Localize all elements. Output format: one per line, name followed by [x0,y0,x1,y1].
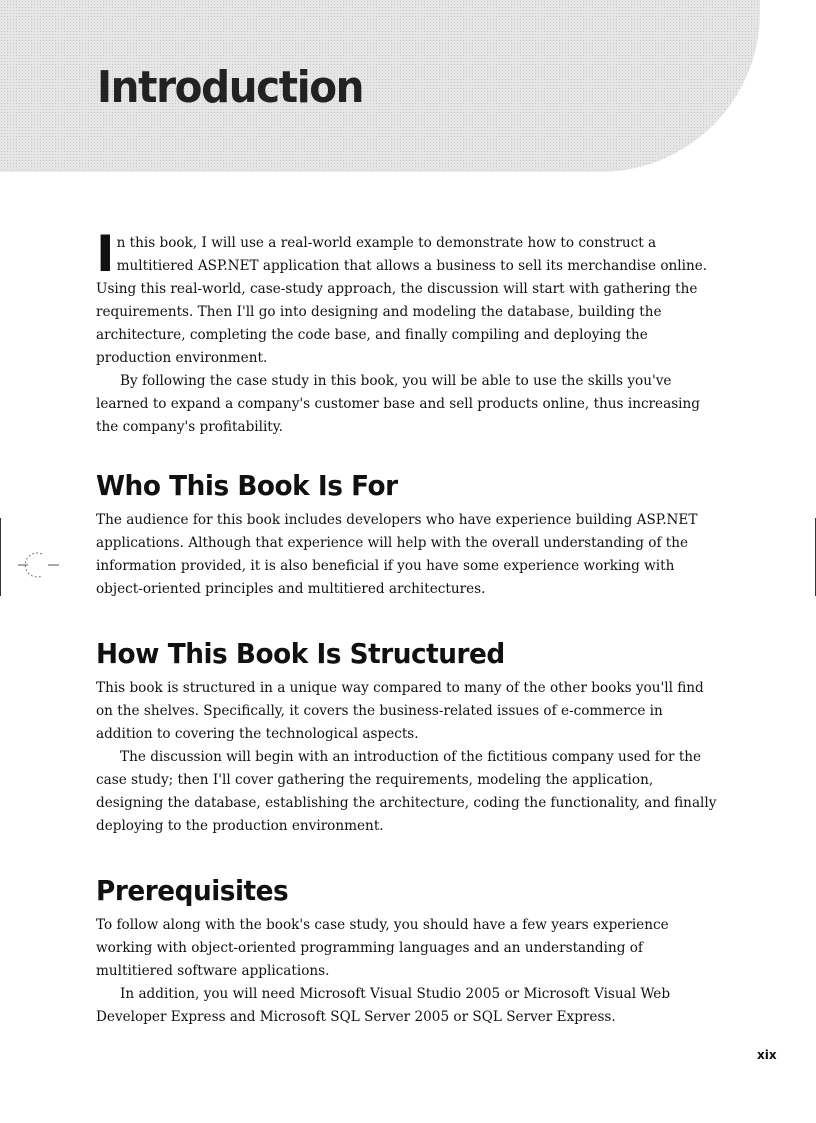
chapter-title: Introduction [97,62,364,113]
intro-paragraph-1-text: n this book, I will use a real-world example to demonstrate how to construct a multitiered ASP.NET application that allows a business to sell its merchandise online. Using this real-world, case-study approach, the discussion will start with gathering the requirements. Then I'll go into designing and modeling the database, building the architecture, completing the code base, and finally compiling and deploying the production environment. [96,235,708,366]
page-number: xix [757,1048,777,1062]
prereq-paragraph-1: To follow along with the book's case study, you should have a few years experience working with object-oriented programming languages and an understanding of multitiered software applications. [96,917,669,979]
page-body [96,225,720,1029]
structure-paragraph-2: The discussion will begin with an introduction of the fictitious company used for the case study; then I'll cover gathering the requirements, modeling the application, designing the database, establishing the architecture, coding the functionality, and finally deploying to the production environment. [96,749,717,834]
section-heading-prerequisites: Prerequisites [96,874,289,907]
section-heading-structure: How This Book Is Structured [96,637,505,670]
drop-cap: I [96,225,115,283]
structure-paragraph-1: This book is structured in a unique way compared to many of the other books you'll find on the shelves. Specifically, it covers the business-related issues of e-commerce in addition to covering the technological aspects. [96,680,704,742]
registration-mark-icon [18,548,60,584]
intro-paragraph-1 [96,225,720,370]
section-heading-who: Who This Book Is For [96,469,398,502]
margin-rule-left [0,518,1,596]
prereq-paragraph-2: In addition, you will need Microsoft Visual Studio 2005 or Microsoft Visual Web Developer Express and Microsoft SQL Server 2005 or SQL Server Express. [96,986,671,1025]
intro-paragraph-2: By following the case study in this book, you will be able to use the skills you've learned to expand a company's customer base and sell products online, thus increasing the company's profitability. [96,373,700,435]
who-paragraph-1: The audience for this book includes developers who have experience building ASP.NET applications. Although that experience will help with the overall understanding of the information provided, it is also beneficial if you have some experience working with object-oriented principles and multitiered architectures. [96,512,698,597]
